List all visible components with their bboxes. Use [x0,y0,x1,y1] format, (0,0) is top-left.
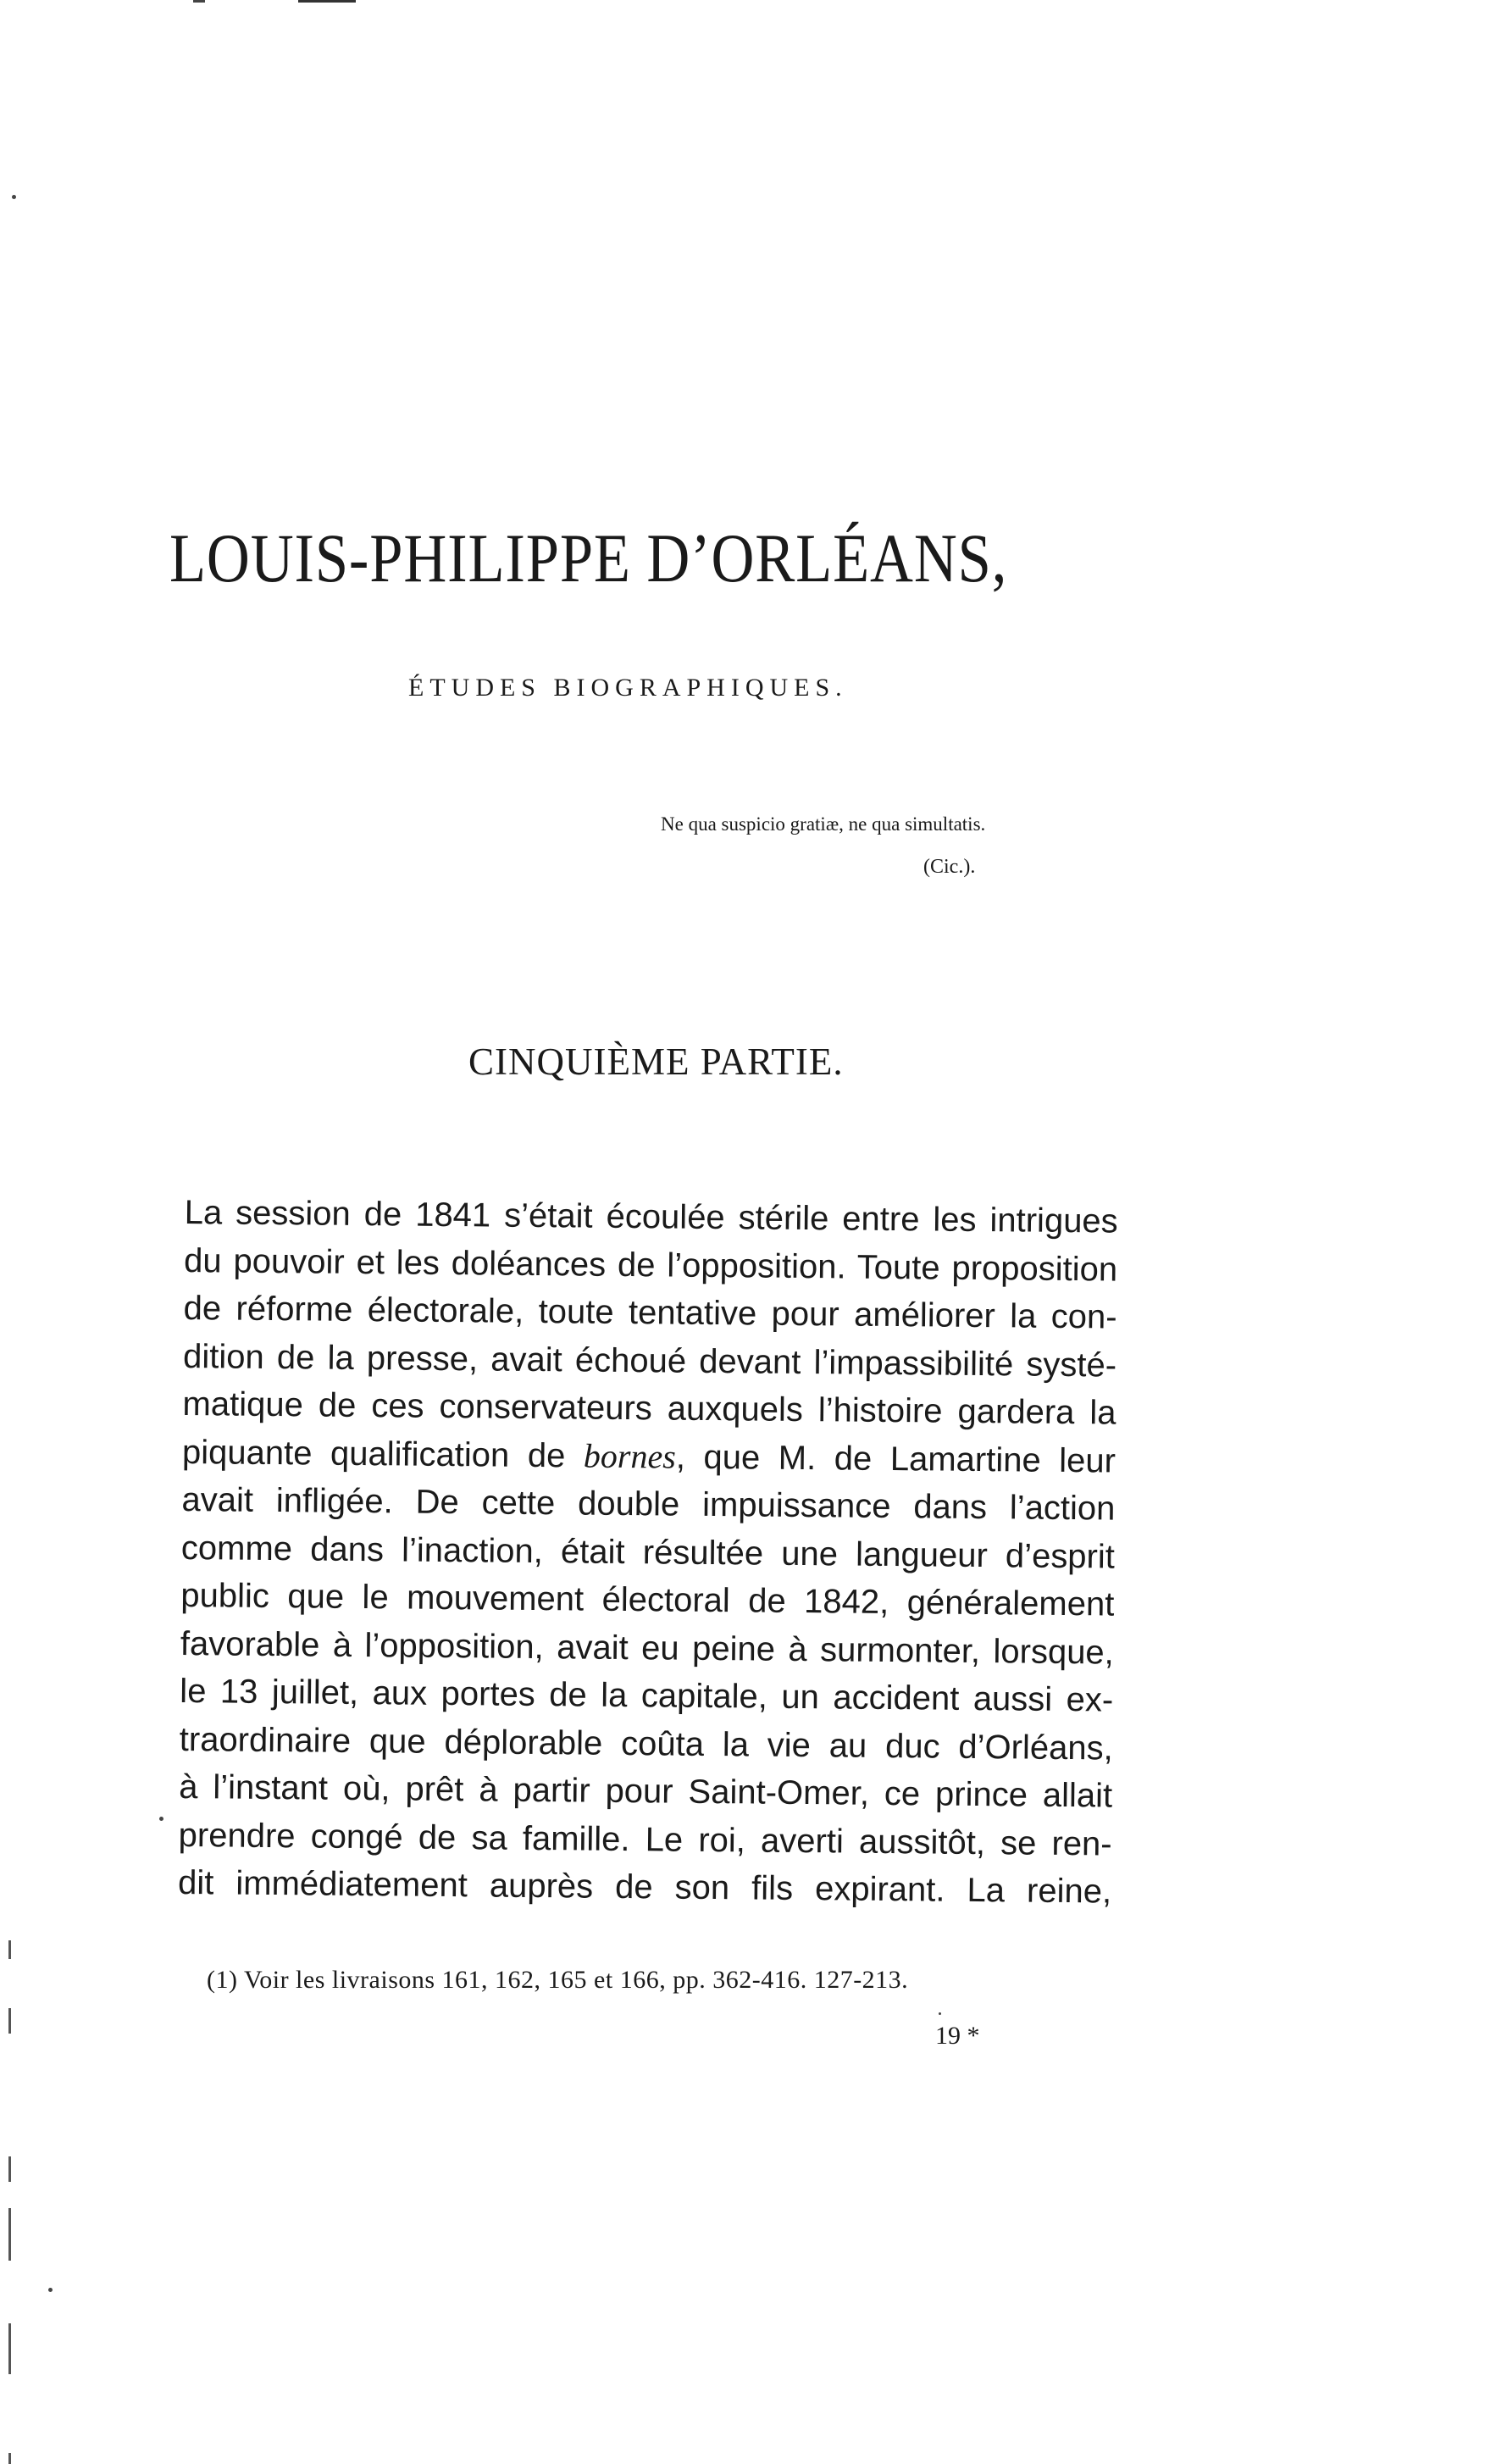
body-line: traordinaire que déplorable coûta la vie au duc d’Orléans, [179,1720,1113,1768]
body-line: avait infligée. De cette double impuissance dans l’action [181,1480,1116,1528]
body-line: prendre congé de sa famille. Le roi, averti aussitôt, se ren- [178,1816,1112,1863]
body-line-tail: , que M. de Lamartine leur [675,1438,1116,1480]
scan-artifact-dash [193,0,205,3]
margin-mark [8,2323,11,2374]
body-line: de réforme électorale, toute tentative pour améliorer la con- [183,1289,1117,1336]
italic-term: bornes [583,1436,677,1476]
signature-mark: 19 * [935,2022,980,2050]
body-line: dit immédiatement auprès de son fils expirant. La reine, [177,1863,1112,1911]
scan-artifact-rule [298,0,356,3]
body-line-with-italic [182,1428,1116,1485]
epigraph: Ne qua suspicio gratiæ, ne qua simultatis. [661,813,986,835]
part-heading: CINQUIÈME PARTIE. [468,1041,844,1083]
scan-speck [48,2288,53,2292]
body-line: matique de ces conservateurs auxquels l’histoire gardera la [182,1385,1116,1432]
page-title: LOUIS-PHILIPPE D’ORLÉANS, [169,519,1008,597]
scan-speck [159,1817,163,1821]
body-line: public que le mouvement électoral de 1842, généralement [180,1576,1115,1623]
margin-mark [8,2453,11,2464]
margin-mark [8,2008,11,2034]
body-line: dition de la presse, avait échoué devant l’impassibilité systé- [182,1337,1117,1385]
body-line: favorable à l’opposition, avait eu peine à surmonter, lorsque, [180,1624,1115,1672]
body-line: à l’instant où, prêt à partir pour Saint-Omer, ce prince allait [179,1768,1113,1815]
body-line: comme dans l’inaction, était résultée une langueur d’esprit [180,1529,1116,1576]
body-line-text: piquante qualification de [181,1433,566,1474]
subtitle: ÉTUDES BIOGRAPHIQUES. [408,674,848,702]
margin-mark [8,2156,11,2182]
body-paragraph [178,1189,1118,1916]
margin-mark [8,1940,11,1959]
epigraph-source: (Cic.). [923,856,976,878]
scan-speck [12,195,16,199]
footnote: (1) Voir les livraisons 161, 162, 165 et 166, pp. 362-416. 127-213. [207,1966,909,1994]
body-line: du pouvoir et les doléances de l’opposition. Toute proposition [183,1241,1118,1289]
margin-mark [8,2208,11,2261]
body-line: le 13 juillet, aux portes de la capitale, un accident aussi ex- [180,1672,1114,1719]
body-line: La session de 1841 s’était écoulée stérile entre les intrigues [184,1193,1118,1240]
scan-speck [939,2012,941,2015]
